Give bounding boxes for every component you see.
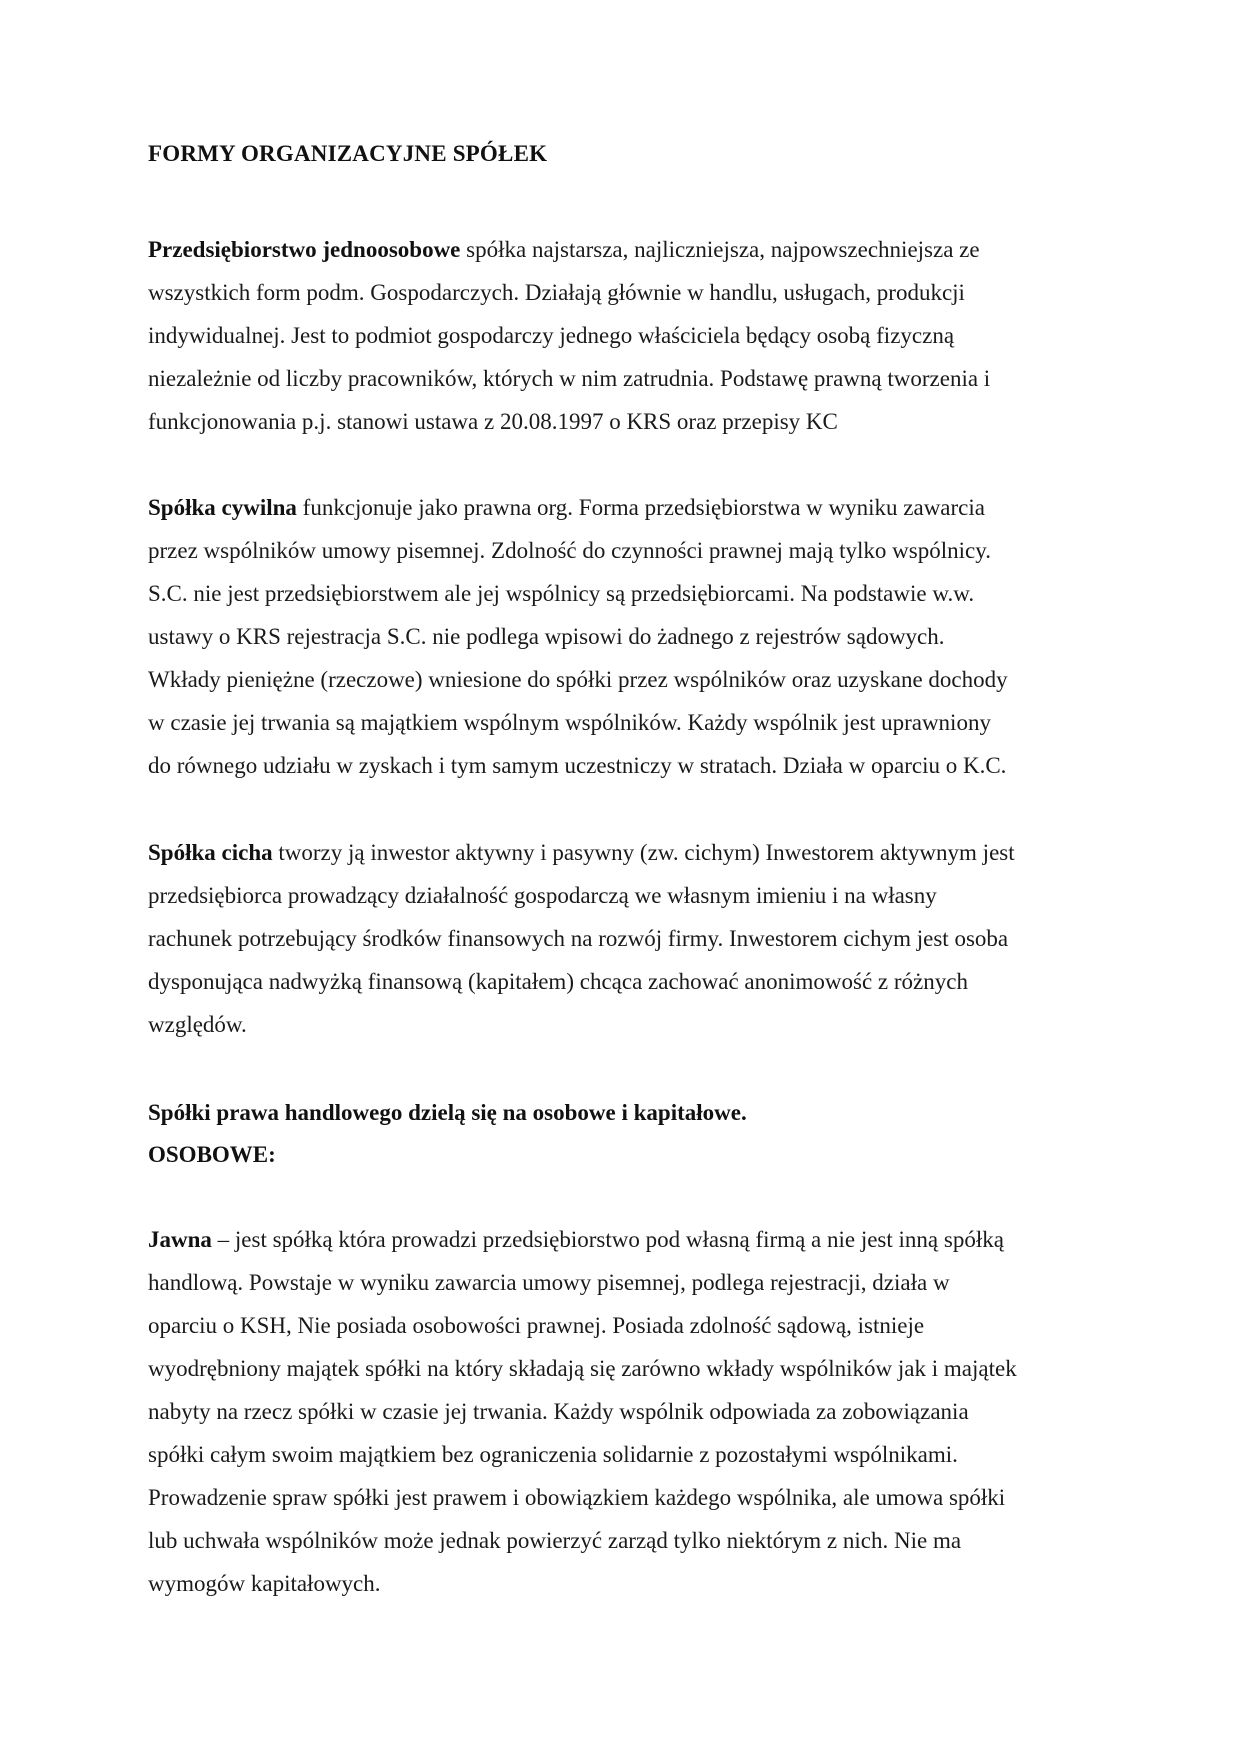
paragraph-line: funkcjonowania p.j. stanowi ustawa z 20.08.1997 o KRS oraz przepisy KC xyxy=(148,409,838,434)
paragraph-line: handlową. Powstaje w wyniku zawarcia umowy pisemnej, podlega rejestracji, działa w xyxy=(148,1270,950,1295)
section-spolka-cicha xyxy=(148,831,1096,1046)
paragraph-line: wymogów kapitałowych. xyxy=(148,1571,381,1596)
paragraph-line: rachunek potrzebujący środków finansowych na rozwój firmy. Inwestorem cichym jest osoba xyxy=(148,926,1009,951)
paragraph-line xyxy=(148,228,1096,271)
section-term: Jawna xyxy=(148,1227,212,1252)
paragraph-line: spółki całym swoim majątkiem bez ograniczenia solidarnie z pozostałymi wspólnikami. xyxy=(148,1442,958,1467)
paragraph-line: do równego udziału w zyskach i tym samym uczestniczy w stratach. Działa w oparciu o K.C. xyxy=(148,753,1007,778)
paragraph-line: względów. xyxy=(148,1012,247,1037)
paragraph-line: niezależnie od liczby pracowników, których w nim zatrudnia. Podstawę prawną tworzenia i xyxy=(148,366,991,391)
paragraph-line: dysponująca nadwyżką finansową (kapitałem) chcąca zachować anonimowość z różnych xyxy=(148,969,968,994)
paragraph-line: Wkłady pieniężne (rzeczowe) wniesione do spółki przez wspólników oraz uzyskane dochody xyxy=(148,667,1008,692)
section-term: Przedsiębiorstwo jednoosobowe xyxy=(148,237,461,262)
paragraph-line: oparciu o KSH, Nie posiada osobowości prawnej. Posiada zdolność sądową, istnieje xyxy=(148,1313,925,1338)
paragraph-line: wyodrębniony majątek spółki na który składają się zarówno wkłady wspólników jak i majątek xyxy=(148,1356,1017,1381)
paragraph-line: przedsiębiorca prowadzący działalność gospodarczą we własnym imieniu i na własny xyxy=(148,883,937,908)
subheading-spolki-prawa-handlowego: Spółki prawa handlowego dzielą się na osobowe i kapitałowe. xyxy=(148,1100,747,1125)
paragraph-line: przez wspólników umowy pisemnej. Zdolność do czynności prawnej mają tylko wspólnicy. xyxy=(148,538,991,563)
line-text: tworzy ją inwestor aktywny i pasywny (zw. cichym) Inwestorem aktywnym jest xyxy=(272,840,1015,865)
paragraph-line xyxy=(148,486,1096,529)
section-term: Spółka cywilna xyxy=(148,495,297,520)
paragraph-line xyxy=(148,831,1096,874)
paragraph-line: Prowadzenie spraw spółki jest prawem i obowiązkiem każdego wspólnika, ale umowa spółki xyxy=(148,1485,1006,1510)
paragraph-line xyxy=(148,1218,1096,1261)
section-przedsiebiorstwo xyxy=(148,228,1096,443)
document-title: FORMY ORGANIZACYJNE SPÓŁEK xyxy=(148,141,548,166)
line-text: spółka najstarsza, najliczniejsza, najpowszechniejsza ze xyxy=(460,237,980,262)
section-term: Spółka cicha xyxy=(148,840,273,865)
paragraph-line: lub uchwała wspólników może jednak powierzyć zarząd tylko niektórym z nich. Nie ma xyxy=(148,1528,962,1553)
paragraph-line: S.C. nie jest przedsiębiorstwem ale jej wspólnicy są przedsiębiorcami. Na podstawie w.w. xyxy=(148,581,975,606)
paragraph-line: nabyty na rzecz spółki w czasie jej trwania. Każdy wspólnik odpowiada za zobowiązania xyxy=(148,1399,969,1424)
line-text: funkcjonuje jako prawna org. Forma przedsiębiorstwa w wyniku zawarcia xyxy=(296,495,985,520)
line-text: – jest spółką która prowadzi przedsiębiorstwo pod własną firmą a nie jest inną spółką xyxy=(211,1227,1004,1252)
section-spolka-cywilna xyxy=(148,486,1096,787)
section-jawna xyxy=(148,1218,1096,1605)
heading-osobowe: OSOBOWE: xyxy=(148,1142,276,1167)
paragraph-line: wszystkich form podm. Gospodarczych. Działają głównie w handlu, usługach, produkcji xyxy=(148,280,965,305)
paragraph-line: w czasie jej trwania są majątkiem wspólnym wspólników. Każdy wspólnik jest uprawniony xyxy=(148,710,991,735)
paragraph-line: indywidualnej. Jest to podmiot gospodarczy jednego właściciela będący osobą fizyczną xyxy=(148,323,955,348)
paragraph-line: ustawy o KRS rejestracja S.C. nie podlega wpisowi do żadnego z rejestrów sądowych. xyxy=(148,624,945,649)
